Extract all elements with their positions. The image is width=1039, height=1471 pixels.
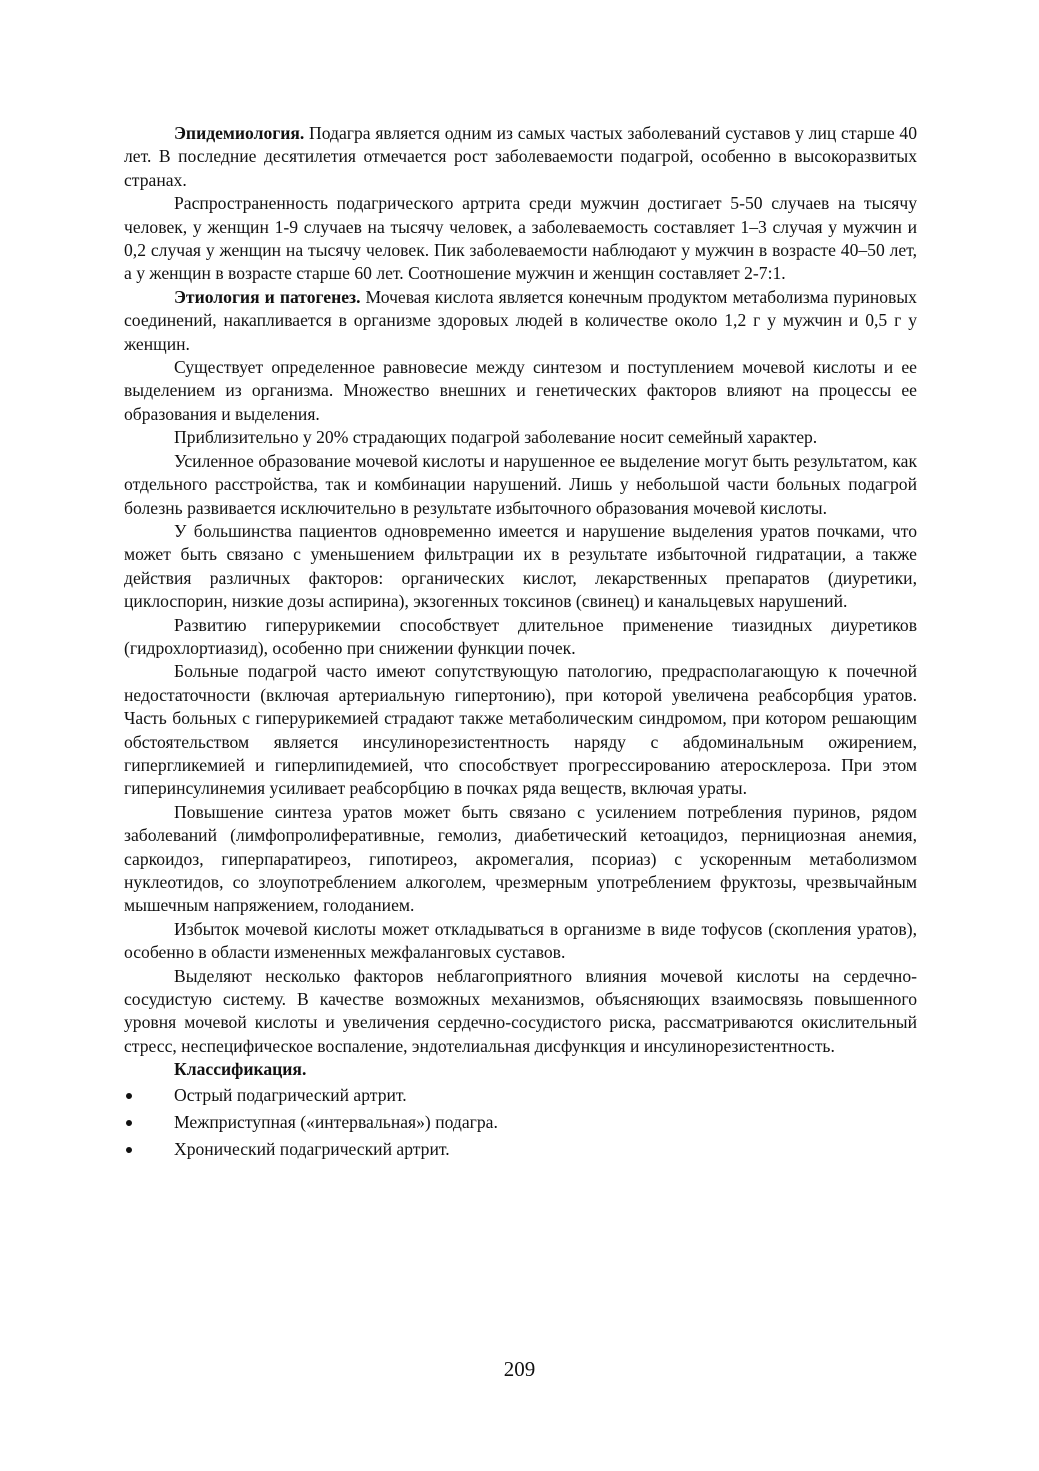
paragraph-etiology [124,286,917,356]
paragraph [124,356,917,426]
paragraph-text: Больные подагрой часто имеют сопутствующую патологию, предрасполагающую к почечной недостаточности (включая артериальную гипертонию), при которой увеличена реабсорбция уратов. Часть больных с гиперурикемией страдают также метаболическим синдромом, при котором решающим обстоятельством является инсулинорезистентность наряду с абдоминальным ожирением, гипергликемией и гиперлипидемией, что способствует прогрессированию атеросклероза. При этом гиперинсулинемия усиливает реабсорбцию в почках ряда веществ, включая ураты. [124,661,917,799]
list-item [124,1082,917,1109]
paragraph [124,192,917,286]
bullet-icon [126,1120,132,1126]
bullet-icon [126,1093,132,1099]
paragraph [124,965,917,1059]
section-heading: Эпидемиология. [174,123,305,143]
paragraph-text: Существует определенное равновесие между синтезом и поступлением мочевой кислоты и ее выделением из организма. Множество внешних и генетических факторов влияют на процессы ее образования и выделения. [124,357,917,424]
paragraph [124,520,917,614]
list-item [124,1109,917,1136]
list-item-text: Острый подагрический артрит. [174,1084,407,1105]
paragraph-text: Приблизительно у 20% страдающих подагрой заболевание носит семейный характер. [174,427,818,448]
list-item-text: Хронический подагрический артрит. [174,1138,450,1159]
paragraph-text: Усиленное образование мочевой кислоты и нарушенное ее выделение могут быть результатом, как отдельного расстройства, так и комбинации нарушений. Лишь у небольшой части больных подагрой болезнь развивается исключительно в результате избыточного образования мочевой кислоты. [124,450,917,518]
paragraph [124,660,917,800]
paragraph-epidemiology [124,122,917,192]
section-heading: Этиология и патогенез. [174,286,361,307]
paragraph [124,426,917,449]
list-item [124,1136,917,1163]
paragraph [124,801,917,918]
paragraph [124,918,917,965]
paragraph-text: У большинства пациентов одновременно имеется и нарушение выделения уратов почками, что может быть связано с уменьшением фильтрации их в результате избыточной гидратации, а также действия различных факторов: органических кислот, лекарственных препаратов (диуретики, циклоспорин, низкие дозы аспирина), экзогенных токсинов (свинец) и канальцевых нарушений. [124,520,917,612]
paragraph [124,450,917,520]
document-body [124,122,917,1163]
classification-list [124,1082,917,1163]
paragraph-text: Распространенность подагрического артрита среди мужчин достигает 5-50 случаев на тысячу человек, у женщин 1-9 случаев на тысячу человек, а заболеваемость составляет 1–3 случая у мужчин и 0,2 случая у женщин на тысячу человек. Пик заболеваемости наблюдают у мужчин в возрасте 40–50 лет, а у женщин в возрасте старше 60 лет. Соотношение мужчин и женщин составляет 2-7:1. [124,193,917,284]
paragraph-text: Мочевая кислота является конечным продуктом метаболизма пуриновых соединений, накапливается в организме здоровых людей в количестве около 1,2 г у мужчин и 0,5 г у женщин. [124,286,917,354]
paragraph-text: Избыток мочевой кислоты может откладываться в организме в виде тофусов (скопления уратов), особенно в области измененных межфаланговых суставов. [124,918,917,963]
classification-heading: Классификация. [174,1059,307,1080]
paragraph-text: Подагра является одним из самых частых заболеваний суставов у лиц старше 40 лет. В последние десятилетия отмечается рост заболеваемости подагрой, особенно в высокоразвитых странах. [124,123,917,190]
bullet-icon [126,1147,132,1153]
page-number: 209 [503,1357,536,1381]
list-item-text: Межприступная («интервальная») подагра. [174,1111,498,1132]
paragraph-text: Повышение синтеза уратов может быть связано с усилением потребления пуринов, рядом заболеваний (лимфопролиферативные, гемолиз, диабетический кетоацидоз, пернициозная анемия, саркоидоз, гиперпаратиреоз, гипотиреоз, акромегалия, псориаз) с ускоренным метаболизмом нуклеотидов, со злоупотреблением алкоголем, чрезмерным употреблением фруктозы, чрезвычайным мышечным напряжением, голоданием. [124,801,917,916]
paragraph [124,614,917,661]
paragraph-text: Выделяют несколько факторов неблагоприятного влияния мочевой кислоты на сердечно-сосудистую систему. В качестве возможных механизмов, объясняющих взаимосвязь повышенного уровня мочевой кислоты и увеличения сердечно-сосудистого риска, рассматриваются окислительный стресс, неспецифическое воспаление, эндотелиальная дисфункция и инсулинорезистентность. [124,965,917,1056]
paragraph-text: Развитию гиперурикемии способствует длительное применение тиазидных диуретиков (гидрохлортиазид), особенно при снижении функции почек. [124,614,917,658]
